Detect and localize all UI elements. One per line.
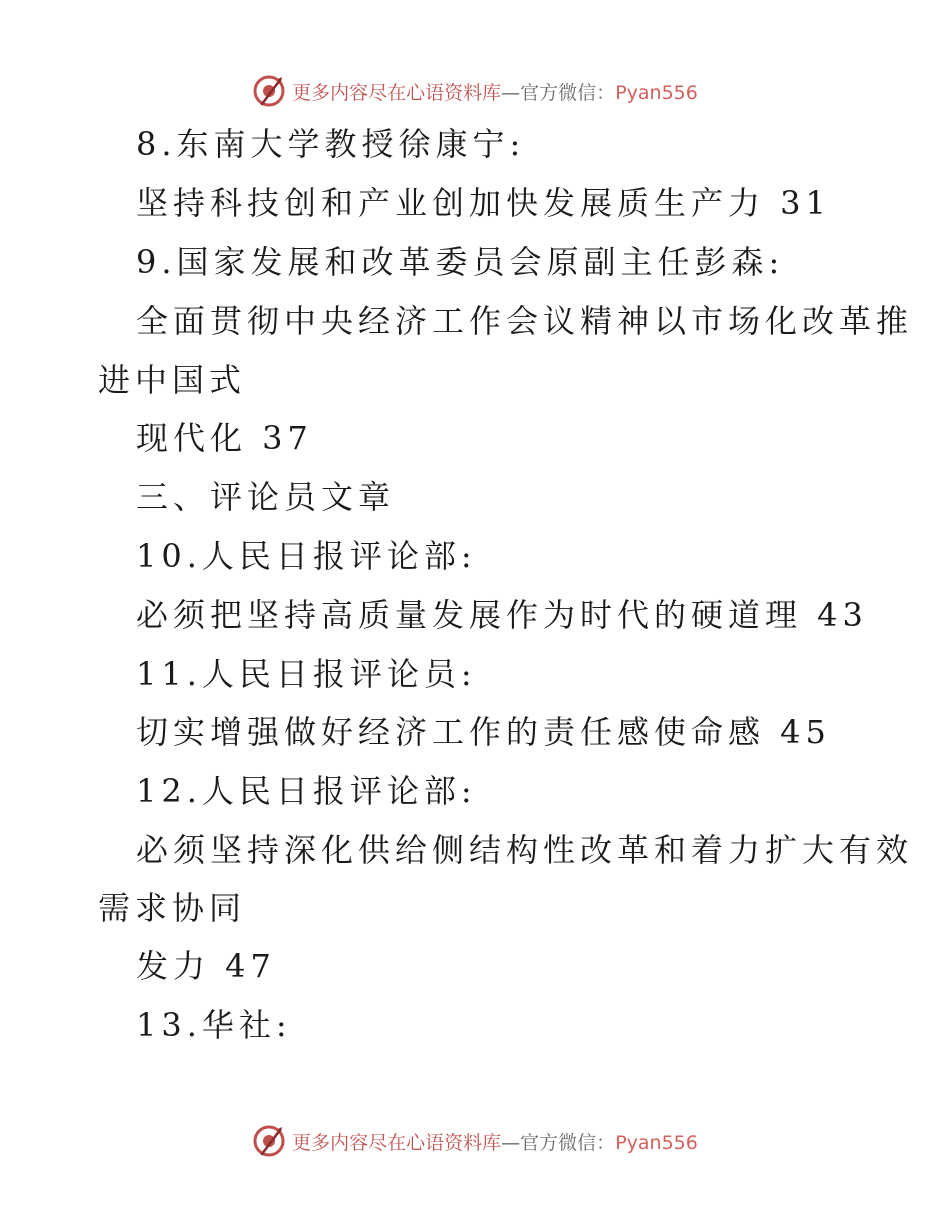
toc-entry-heading: 11.人民日报评论员: <box>136 655 477 693</box>
watermark-label: 官方微信： <box>520 81 616 104</box>
toc-entry-title-cont: 现代化 37 <box>136 419 313 457</box>
toc-entry-title-cont: 需求协同 <box>98 889 247 927</box>
toc-entry-heading: 8.东南大学教授徐康宁: <box>136 125 526 163</box>
toc-entry-title-cont: 发力 47 <box>136 947 276 985</box>
toc-entry-title: 切实增强做好经济工作的责任感使命感 45 <box>136 713 831 751</box>
pen-logo-icon <box>252 1124 286 1158</box>
watermark-dash: — <box>501 81 521 104</box>
toc-entry-title-cont: 进中国式 <box>98 361 247 399</box>
toc-entry-heading: 12.人民日报评论部: <box>136 772 477 810</box>
pen-logo-icon <box>252 74 286 108</box>
toc-entry-title: 坚持科技创和产业创加快发展质生产力 31 <box>136 184 831 222</box>
toc-entry-title: 必须把坚持高质量发展作为时代的硬道理 43 <box>136 596 868 634</box>
watermark-text: 更多内容尽在心语资料库 <box>292 81 502 104</box>
toc-entry-heading: 10.人民日报评论部: <box>136 537 477 575</box>
watermark-wechat: Pyan556 <box>615 1131 698 1154</box>
watermark-text: 更多内容尽在心语资料库 <box>292 1131 502 1154</box>
watermark-header <box>0 74 950 108</box>
toc-entry-title: 必须坚持深化供给侧结构性改革和着力扩大有效 <box>136 831 914 869</box>
watermark-wechat: Pyan556 <box>615 81 698 104</box>
watermark-label: 官方微信： <box>520 1131 616 1154</box>
toc-entry-heading: 9.国家发展和改革委员会原副主任彭森: <box>136 243 785 281</box>
section-heading: 三、评论员文章 <box>136 478 396 516</box>
watermark-footer <box>0 1124 950 1158</box>
watermark-dash: — <box>501 1131 521 1154</box>
toc-entry-heading: 13.华社: <box>136 1006 292 1044</box>
toc-entry-title: 全面贯彻中央经济工作会议精神以市场化改革推 <box>136 302 914 340</box>
